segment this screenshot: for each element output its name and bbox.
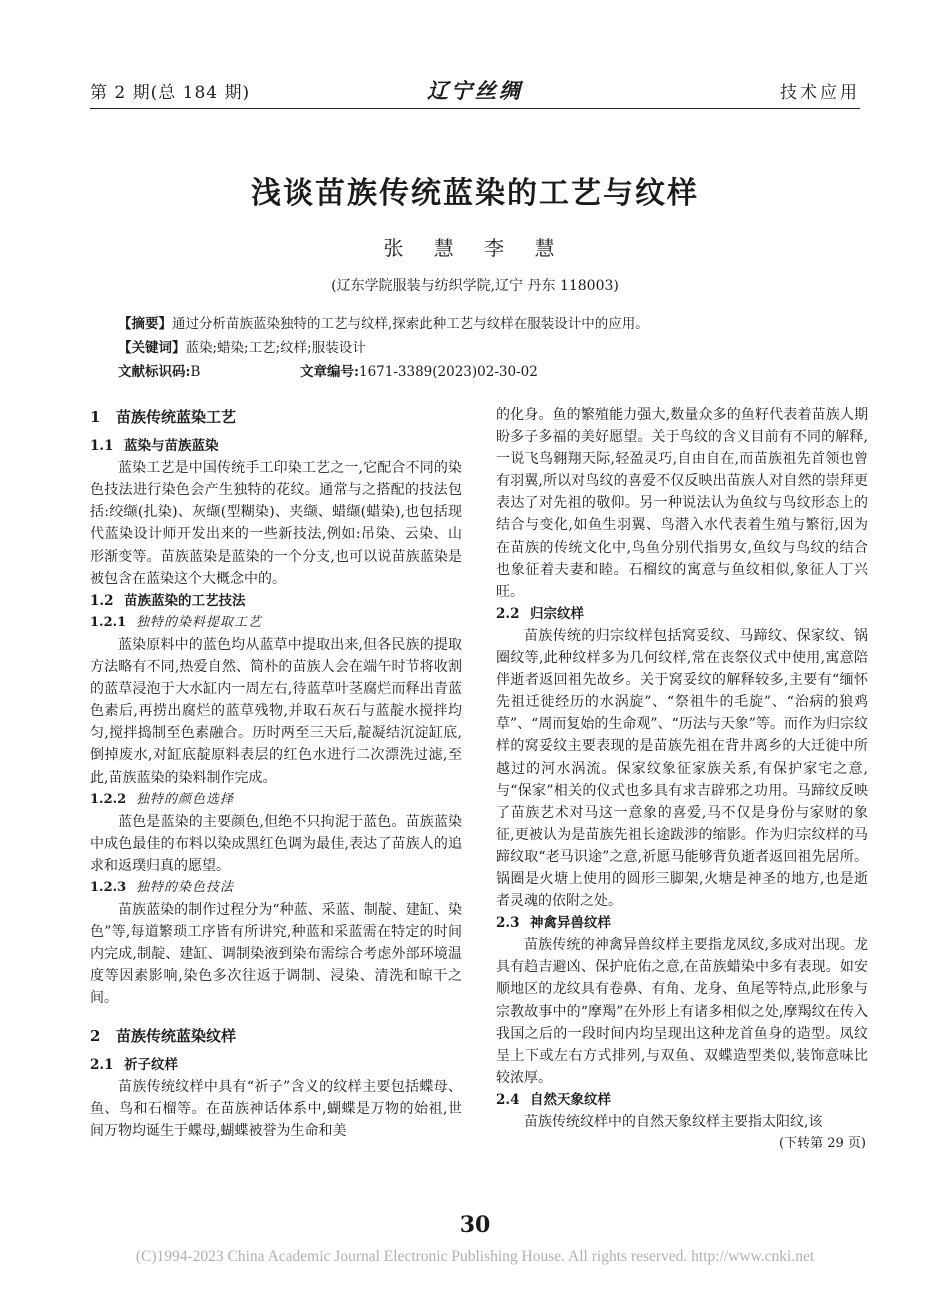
page-number: 30 [459, 1212, 491, 1238]
running-header [90, 78, 860, 108]
paragraph: 苗族蓝染的制作过程分为“种蓝、采蓝、制靛、建缸、染色”等,每道繁琐工序皆有所讲究,种蓝和采蓝需在特定的时间内完成,制靛、建缸、调制染液到染布需综合考虑外部环境温度等因素影响,染色多次往返于调制、浸染、清洗和晾干之间。 [90, 902, 462, 1007]
keywords-text: 蓝染;蜡染;工艺;纹样;服装设计 [185, 340, 366, 356]
subsection-heading: 2.1 祈子纹样 [90, 1056, 178, 1073]
abstract-text: 通过分析苗族蓝染独特的工艺与纹样,探索此种工艺与纹样在服装设计中的应用。 [172, 316, 649, 332]
document-code-label: 文献标识码: [118, 364, 191, 380]
paragraph: 蓝染原料中的蓝色均从蓝草中提取出来,但各民族的提取方法略有不同,热爱自然、简朴的苗族人会在端午时节将收割的蓝草浸泡于大水缸内一周左右,待蓝草叶茎腐烂而释出青蓝色素后,再捞出腐烂的蓝草残物,并取石灰石与蓝靛水搅拌均匀,搅拌捣制至色素融合。历时两至三天后,靛凝结沉淀缸底,倒掉废水,对缸底靛原料表层的红色水进行二次漂洗过滤,至此,苗族蓝染的染料制作完成。 [90, 636, 462, 786]
paragraph: 苗族传统的归宗纹样包括窝妥纹、马蹄纹、保家纹、锅圈纹等,此种纹样多为几何纹样,常在丧祭仪式中使用,寓意陪伴逝者返回祖先故乡。关于窝妥纹的解释较多,主要有“缅怀先祖迁徙经历的水涡旋”、“祭祖牛的毛旋”、“治病的狼鸡草”、“周而复始的生命观”、“历法与天象”等。而作为归宗纹样的窝妥纹主要表现的是苗族先祖在背井离乡的大迁徙中所越过的河水涡流。保家纹象征家族关系,有保护家宅之意,与“保家”相关的仪式也多具有求吉辟邪之功用。马蹄纹反映了苗族艺术对马这一意象的喜爱,马不仅是身份与家财的象征,更被认为是苗族先祖长途跋涉的缩影。作为归宗纹样的马蹄纹取“老马识途”之意,祈愿马能够背负逝者返回祖先居所。锅圈是火塘上使用的圆形三脚架,火塘是神圣的地方,也是逝者灵魂的依附之处。 [496, 627, 868, 910]
left-column [90, 402, 462, 1142]
header-divider [90, 108, 860, 109]
issue-label: 第 2 期(总 184 期) [90, 83, 251, 103]
author-affiliation: (辽东学院服装与纺织学院,辽宁 丹东 118003) [331, 278, 619, 294]
subsection-heading: 2.4 自然天象纹样 [496, 1091, 611, 1108]
paragraph: 蓝色是蓝染的主要颜色,但绝不只拘泥于蓝色。苗族蓝染中成色最佳的布料以染成黑红色调为最佳,表达了苗族人的追求和返璞归真的愿望。 [90, 813, 462, 874]
subsubsection-heading: 1.2.3 独特的染色技法 [90, 879, 235, 895]
column-label: 技术应用 [780, 83, 860, 103]
subsection-heading: 1.1 蓝染与苗族蓝染 [90, 438, 219, 455]
journal-name: 辽宁丝绸 [427, 78, 523, 103]
right-column [496, 404, 868, 1155]
paragraph: 苗族传统的神禽异兽纹样主要指龙凤纹,多成对出现。龙具有趋吉避凶、保护庇佑之意,在苗族蜡染中多有表现。如安顺地区的龙纹具有卷鼻、有角、龙身、鱼尾等特点,此形象与宗教故事中的“摩羯”在外形上有诸多相似之处,摩羯纹在传入我国之后的一段时间内均呈现出这种龙首鱼身的造型。凤纹呈上下或左右方式排列,与双鱼、双蝶造型类似,装饰意味比较浓厚。 [496, 937, 868, 1086]
article-number-value: 1671-3389(2023)02-30-02 [358, 364, 538, 380]
document-code-value: B [190, 364, 201, 380]
section-heading: 1 苗族传统蓝染工艺 [90, 408, 237, 426]
paragraph: 的化身。鱼的繁殖能力强大,数量众多的鱼籽代表着苗族人期盼多子多福的美好愿望。关于鸟纹的含义目前有不同的解释,一说飞鸟翱翔天际,轻盈灵巧,自由自在,而苗族祖先首领也曾有羽翼,所以对鸟纹的喜爱不仅反映出苗族人对自然的崇拜更表达了对先祖的敬仰。另一种说法认为鱼纹与鸟纹形态上的结合与变化,如鱼生羽翼、鸟潜入水代表着生殖与繁衍,因为在苗族的传统文化中,鸟鱼分别代指男女,鱼纹与鸟纹的结合也象征着夫妻和睦。石榴纹的寓意与鱼纹相似,象征人丁兴旺。 [496, 407, 868, 600]
subsection-heading: 2.2 归宗纹样 [496, 605, 584, 622]
keywords-label: 【关键词】 [118, 340, 186, 356]
document-code [118, 360, 200, 380]
keywords [118, 336, 366, 356]
subsubsection-heading: 1.2.2 独特的颜色选择 [90, 791, 235, 807]
paragraph: 蓝染工艺是中国传统手工印染工艺之一,它配合不同的染色技法进行染色会产生独特的花纹。通常与之搭配的技法包括:绞缬(扎染)、灰缬(型糊染)、夹缬、蜡缬(蜡染),也包括现代蓝染设计师开发出来的一些新技法,例如:吊染、云染、山形渐变等。苗族蓝染是蓝染的一个分支,也可以说苗族蓝染是被包含在蓝染这个大概念中的。 [90, 460, 462, 587]
section-heading: 2 苗族传统蓝染纹样 [90, 1026, 237, 1045]
abstract [118, 312, 649, 332]
paragraph: 苗族传统纹样中的自然天象纹样主要指太阳纹,该 [524, 1114, 823, 1130]
article-number [300, 360, 538, 380]
article-title: 浅谈苗族传统蓝染的工艺与纹样 [251, 176, 699, 211]
subsection-heading: 1.2 苗族蓝染的工艺技法 [90, 592, 246, 609]
subsubsection-heading: 1.2.1 独特的染料提取工艺 [90, 614, 263, 630]
paragraph: 苗族传统纹样中具有“祈子”含义的纹样主要包括蝶母、鱼、鸟和石榴等。在苗族神话体系中,蝴蝶是万物的始祖,世间万物均诞生于蝶母,蝴蝶被誉为生命和美 [90, 1078, 462, 1139]
author-names: 张 慧 李 慧 [383, 236, 567, 260]
article-number-label: 文章编号: [300, 364, 359, 380]
continued-note: (下转第 29 页) [779, 1136, 866, 1152]
abstract-label: 【摘要】 [118, 316, 172, 332]
subsection-heading: 2.3 神禽异兽纹样 [496, 915, 611, 932]
copyright-watermark: (C)1994-2023 China Academic Journal Electronic Publishing House. All rights reserved. http://www.cnki.net [135, 1248, 815, 1265]
